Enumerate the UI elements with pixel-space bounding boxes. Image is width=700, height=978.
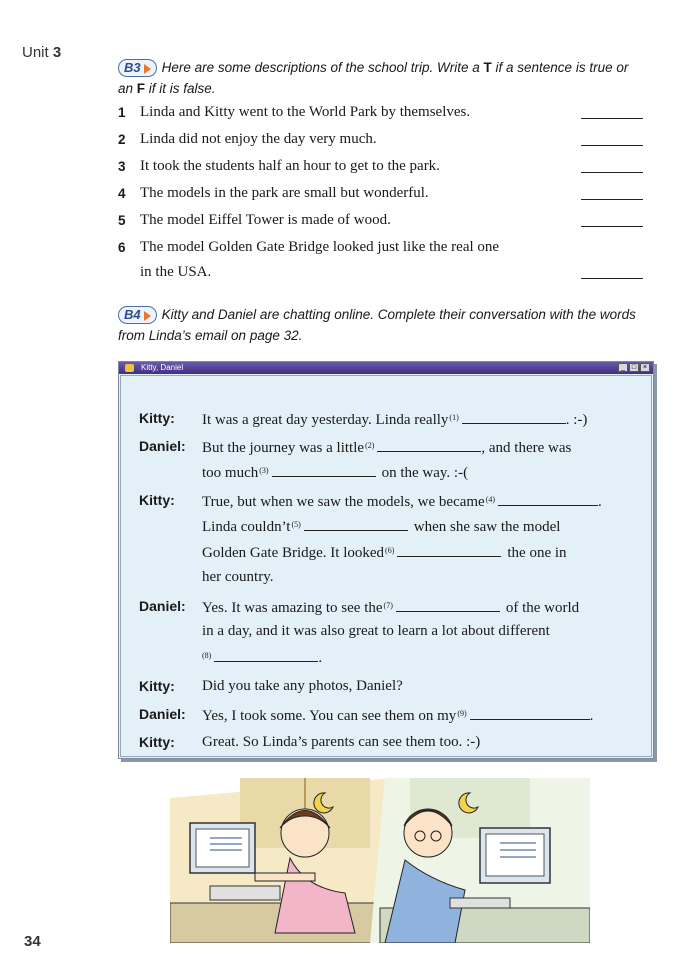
chat-window [118,361,654,759]
gap-2[interactable] [377,437,481,452]
statement-1: 1 Linda and Kitty went to the World Park by themselves. [118,100,643,125]
minimize-icon[interactable]: _ [618,363,628,372]
b3-badge: B3 [118,59,157,77]
b4-instruction: B4 Kitty and Daniel are chatting online. Complete their conversation with the words from Linda’s email on page 32. [118,307,636,343]
chat-app-icon [125,364,134,372]
kids-at-computers-illustration [170,778,590,943]
left-panel-girl [170,778,395,943]
statement-6: 6 The model Golden Gate Bridge looked just like the real one in the USA. [118,235,643,285]
chat-titlebar: Kitty, Daniel _ □ × [119,362,653,374]
page-number: 34 [24,933,41,950]
gap-4[interactable] [498,491,598,506]
statement-3: 3 It took the students half an hour to get to the park. [118,154,643,179]
answer-blank-6[interactable] [581,278,643,279]
unit-heading: Unit 3 [22,44,62,61]
b3-instruction: B3 Here are some descriptions of the school trip. Write a T if a sentence is true or an F if it is false. [118,60,629,96]
answer-blank-4[interactable] [581,199,643,200]
answer-blank-2[interactable] [581,145,643,146]
chat-body: Kitty: It was a great day yesterday. Linda really$^{(1)}$ . :-) Daniel: But the journey was a little$^{(2)}$ , and there was too much$^{(3)}$ on the way. :-( Kitty: True, but when we saw the models, we became$^{(4)}$ . Linda $couldn’t^{(5)}$ when she saw the model Golden Gate Bridge. It looked$^{(6)}$ the one in her country. Daniel: Yes. It was amazing to see the$^{(7)}$ of the world in a day, and it was also great to learn a lot about different $^{(8)}$ . Kitty: Did you take any photos, Daniel? Daniel: Yes, I took some. You can see them on $my^{(9)}$ . Kitty: Great. So Linda’s parents can see them too. :-) [120,375,652,757]
gap-8[interactable] [214,647,318,662]
window-controls [618,363,650,372]
close-icon[interactable]: × [640,363,650,372]
gap-7[interactable] [396,597,500,612]
gap-9[interactable] [470,705,590,720]
gap-5[interactable] [304,516,408,531]
answer-blank-1[interactable] [581,118,643,119]
maximize-icon[interactable]: □ [629,363,639,372]
answer-blank-5[interactable] [581,226,643,227]
true-false-list [118,100,643,287]
right-panel-boy [370,778,590,943]
answer-blank-3[interactable] [581,172,643,173]
play-arrow-icon [144,311,151,321]
statement-5: 5 The model Eiffel Tower is made of wood. [118,208,643,233]
statement-2: 2 Linda did not enjoy the day very much. [118,127,643,152]
gap-6[interactable] [397,542,501,557]
b4-badge: B4 [118,306,157,324]
statement-4: 4 The models in the park are small but wonderful. [118,181,643,206]
play-arrow-icon [144,64,151,74]
gap-1[interactable] [462,409,566,424]
gap-3[interactable] [272,462,376,477]
